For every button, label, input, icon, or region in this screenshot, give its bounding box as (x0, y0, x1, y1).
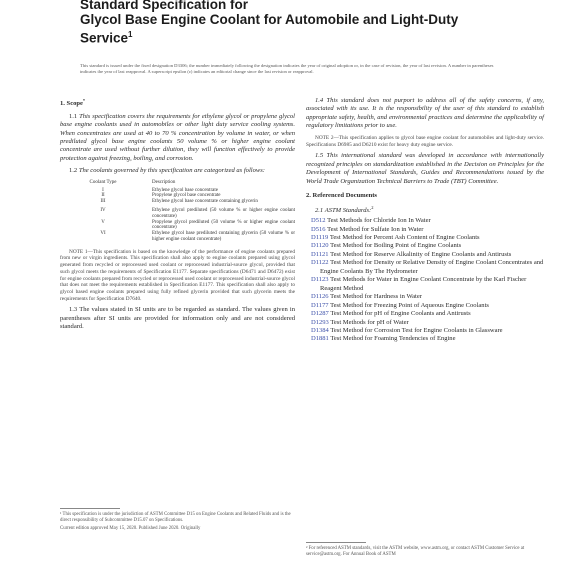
reference-list (306, 217, 544, 344)
footnote-divider (306, 542, 366, 543)
table-cell-desc: Ethylene glycol base concentrate containing glycerin (152, 199, 258, 205)
title-line-1: Standard Specification for (80, 0, 249, 12)
list-item: D1881 Test Method for Foaming Tendencies of Engine (311, 335, 456, 343)
left-column (60, 97, 295, 336)
right-column (306, 97, 544, 344)
reference-link[interactable]: D1123 (311, 276, 329, 284)
note-2: NOTE 2—This specification applies to glycol base engine coolant for automobiles and light-duty service. Specifications D6985 and D6210 exist for heavy duty engine service. (306, 134, 544, 148)
reference-link[interactable]: D516 (311, 225, 326, 233)
scope-paragraph-5: 1.5 This international standard was developed in accordance with internationally recognized principles on standardization established in the Decision on Principles for the Development of International Standards, Guides and Recommendations issued by the World Trade Organization Technical Barriers to Trade (TBT) Committee. (306, 152, 544, 185)
table-cell-code: I (102, 187, 104, 193)
list-item: D1120 Test Method for Boiling Point of Engine Coolants (311, 242, 462, 250)
list-item: D1177 Test Method for Freezing Point of Aqueous Engine Coolants (311, 301, 489, 309)
table-cell-desc: Ethylene glycol base concentrate (152, 187, 218, 193)
title-line-3: Service (80, 30, 129, 46)
coolant-type-table (78, 180, 295, 243)
table-cell-desc: Ethylene glycol base prediluted containing glycerin (50 volume % or higher engine coolant concentrate) (152, 231, 295, 242)
list-item: D1123 Test Methods for Water in Engine Coolant Concentrate by the Karl Fischer Reagent Method (311, 276, 527, 292)
title-line-2: Glycol Base Engine Coolant for Automobile and Light-Duty (80, 12, 459, 27)
document-title (80, 0, 550, 46)
reference-link[interactable]: D1881 (311, 335, 329, 343)
astm-standards-line: 2.1 ASTM Standards:$^2$ (315, 205, 374, 215)
scope-paragraph-1: 1.1 This specification covers the requirements for ethylene glycol or propylene glycol base engine coolants used in automobiles or other light duty service cooling systems. When concentrates are used at 40 to 70 % concentration by volume in water, or when prediluted glycol base engine coolants 50 volume % or higher engine coolant concentrate are used without further dilution, they will function effectively to provide protection against freezing, boiling, and corrosion. (60, 112, 295, 162)
table-header-type: Coolant Type (89, 179, 117, 185)
list-item: D1287 Test Method for pH of Engine Coolants and Antirusts (311, 310, 471, 318)
reference-link[interactable]: D1122 (311, 259, 329, 267)
table-cell-code: V (101, 219, 105, 225)
reference-link[interactable]: D1287 (311, 310, 329, 318)
list-item: D1126 Test Method for Hardness in Water (311, 293, 422, 301)
list-item: D516 Test Method for Sulfate Ion in Water (311, 225, 424, 233)
title-footnote-mark: 1 (128, 30, 133, 39)
reference-link[interactable]: D512 (311, 217, 326, 225)
reference-link[interactable]: D1177 (311, 301, 329, 309)
footnote-2: ² For referenced ASTM standards, visit the ASTM website, www.astm.org, or contact ASTM Customer Service at service@astm.org. For Annual Book of ASTM (306, 546, 525, 557)
footnote-1: ¹ This specification is under the jurisdiction of ASTM Committee D15 on Engine Coolants and Related Fluids and is the direct responsibility of Subcommittee D15.07 on Specifications. Current edition approved May 15, 2020. Published June 2020. Originally (60, 512, 291, 531)
reference-link[interactable]: D1120 (311, 242, 329, 250)
reference-link[interactable]: D1293 (311, 318, 329, 326)
scope-paragraph-3: 1.3 The values stated in SI units are to be regarded as standard. The values given in parentheses after SI units are provided for information only and are not considered standard. (60, 306, 295, 331)
list-item: D1119 Test Method for Percent Ash Content of Engine Coolants (311, 234, 480, 242)
note-1: NOTE 1—This specification is based on the knowledge of the performance of engine coolants prepared from new or virgin ingredients. This specification shall also apply to engine coolants prepared using glycol generated from recycled or reprocessed used coolant or reprocessed industrial-source glycol, provided that such glycol meets the requirements of Specification E1177. Separate specifications (D6471 and D6472) exist for engine coolants prepared from recycled or reprocessed used coolant or reprocessed industrial-source glycol that does not meet the requirements established in Specification E1177. This specification shall also apply to glycol based engine coolants prepared using fully refined glycerin provided that such glycerin meets the requirements for Specification D7640. (60, 248, 295, 302)
list-item: D1293 Test Methods for pH of Water (311, 318, 409, 326)
reference-link[interactable]: D1384 (311, 327, 329, 334)
table-cell-desc: Ethylene glycol prediluted (50 volume % or higher engine coolant concentrate) (152, 207, 295, 219)
table-cell-code: VI (100, 231, 106, 237)
section-heading-referenced-documents: 2. Referenced Documents (306, 192, 377, 200)
footnote-divider (60, 508, 120, 509)
reference-link[interactable]: D1119 (311, 234, 329, 242)
list-item: D1384 Test Method for Corrosion Test for Engine Coolants in Glassware (311, 327, 503, 334)
list-item: D1122 Test Method for Density or Relative Density of Engine Coolant Concentrates and Engine Coolants By The Hydrometer (311, 259, 544, 275)
table-cell-code: IV (100, 207, 106, 213)
list-item: D1121 Test Method for Reserve Alkalinity of Engine Coolants and Antirusts (311, 250, 512, 258)
table-cell-desc: Propylene glycol prediluted (50 volume % or higher engine coolant concentrate) (152, 219, 295, 231)
reference-link[interactable]: D1126 (311, 293, 329, 301)
table-header-description: Description (152, 179, 176, 185)
scope-paragraph-2: 1.2 The coolants governed by this specification are categorized as follows: (69, 167, 265, 175)
designation-notice: This standard is issued under the fixed designation D3306; the number immediately following the designation indicates the year of original adoption or, in the case of revision, the year of last revision. A number in parentheses indicates the year of last reapproval. A superscript epsilon (ε) indicates an editorial change since the last revision or reapproval. (80, 63, 494, 74)
table-cell-desc: Propylene glycol base concentrate (152, 193, 221, 199)
list-item: D512 Test Methods for Chloride Ion In Water (311, 217, 431, 225)
table-cell-code: II (101, 193, 105, 199)
table-cell-code: III (100, 199, 106, 205)
section-heading-scope: 1. Scope* (60, 98, 86, 108)
reference-link[interactable]: D1121 (311, 250, 329, 258)
scope-paragraph-4: 1.4 This standard does not purport to address all of the safety concerns, if any, associated with its use. It is the responsibility of the user of this standard to establish appropriate safety, health, and environmental practices and determine the applicability of regulatory limitations prior to use. (306, 97, 544, 130)
